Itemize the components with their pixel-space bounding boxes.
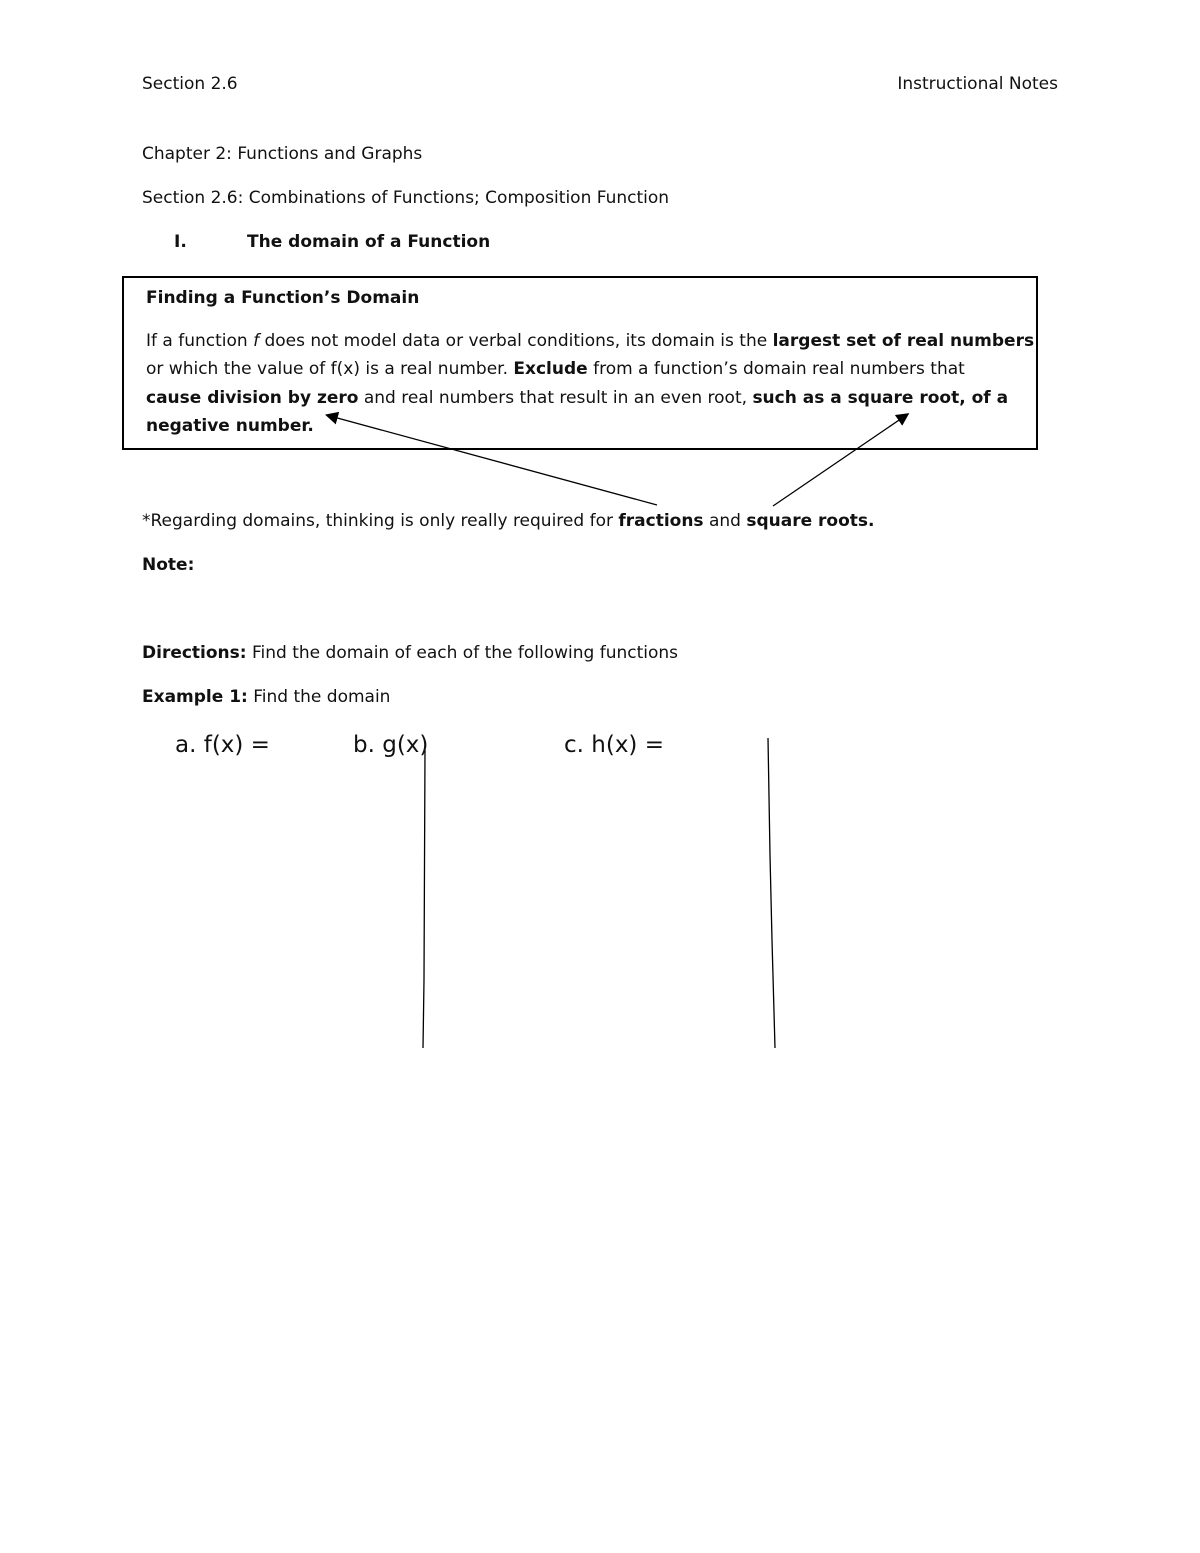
- domain-hint: [142, 511, 874, 531]
- example-1: [142, 687, 390, 707]
- hint-text: *Regarding domains, thinking is only really required for: [142, 511, 619, 531]
- definition-title: Finding a Function’s Domain: [146, 288, 420, 308]
- definition-emphasis: such as a square root, of a: [752, 388, 1009, 408]
- chapter-label: Chapter 2:: [142, 144, 232, 164]
- directions: [142, 643, 678, 663]
- divider-line-left: [423, 750, 425, 1048]
- outline-numeral: I.: [174, 232, 187, 252]
- directions-text: Find the domain of each of the following functions: [246, 643, 679, 663]
- header-section-label: Section 2.6: [142, 74, 238, 94]
- example-text: Find the domain: [247, 687, 391, 707]
- definition-emphasis: cause division by zero: [146, 388, 359, 408]
- definition-text: and real numbers that result in an even root,: [358, 388, 753, 408]
- example-b: b. g(x): [353, 732, 429, 758]
- definition-emphasis: negative number.: [146, 416, 314, 436]
- directions-label: Directions:: [142, 643, 247, 663]
- hint-emphasis-square-roots: square roots.: [746, 511, 875, 531]
- hint-text: and: [703, 511, 747, 531]
- outline-title: The domain of a Function: [247, 232, 491, 252]
- example-a: a. f(x) =: [175, 732, 270, 758]
- header-instructional-notes: Instructional Notes: [897, 74, 1058, 94]
- definition-emphasis: largest set of real numbers: [772, 331, 1035, 351]
- definition-text: If a function: [146, 331, 254, 351]
- function-symbol: f: [253, 331, 260, 351]
- definition-emphasis: Exclude: [513, 359, 588, 379]
- definition-text: from a function’s domain real numbers that: [587, 359, 965, 379]
- arrow-to-square-root: [773, 416, 905, 506]
- section-title: Combinations of Functions; Composition Function: [243, 188, 670, 208]
- example-c: c. h(x) =: [564, 732, 664, 758]
- chapter-title: Functions and Graphs: [231, 144, 423, 164]
- section-label: Section 2.6:: [142, 188, 244, 208]
- note-label: Note:: [142, 555, 195, 575]
- arrow-to-division-by-zero: [330, 416, 657, 505]
- divider-line-right: [768, 738, 775, 1048]
- hint-emphasis-fractions: fractions: [618, 511, 704, 531]
- definition-text: or which the value of f(x) is a real number.: [146, 359, 514, 379]
- example-label: Example 1:: [142, 687, 248, 707]
- definition-text: does not model data or verbal conditions, its domain is the: [259, 331, 773, 351]
